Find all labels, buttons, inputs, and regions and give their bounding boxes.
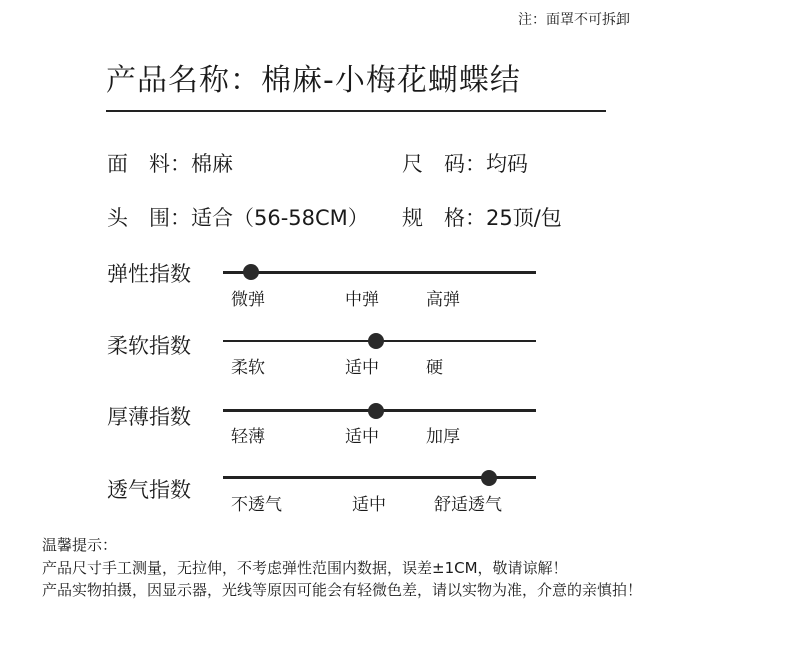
tick-label: 微弹 <box>231 290 265 310</box>
title-underline <box>106 110 606 112</box>
tick-label: 柔软 <box>231 358 265 378</box>
index-label: 厚薄指数 <box>107 405 191 429</box>
tick-label: 舒适透气 <box>434 495 502 515</box>
tick-label: 中弹 <box>345 290 379 310</box>
tick-label: 适中 <box>345 427 379 447</box>
index-bar <box>223 271 536 274</box>
index-knob <box>243 264 259 280</box>
tick-label: 适中 <box>345 358 379 378</box>
index-label: 弹性指数 <box>107 262 191 286</box>
tips-line-1: 产品尺寸手工测量，无拉伸，不考虑弹性范围内数据，误差±1CM，敬请谅解！ <box>42 559 568 577</box>
index-label: 柔软指数 <box>107 334 191 358</box>
index-knob <box>368 333 384 349</box>
index-knob <box>368 403 384 419</box>
tick-label: 加厚 <box>426 427 460 447</box>
tick-label: 轻薄 <box>231 427 265 447</box>
tick-label: 高弹 <box>426 290 460 310</box>
tick-label: 适中 <box>352 495 386 515</box>
field-spec: 规 格：25顶/包 <box>402 206 562 230</box>
field-head-circumference: 头 围：适合（56-58CM） <box>107 206 369 230</box>
tick-label: 不透气 <box>231 495 282 515</box>
index-label: 透气指数 <box>107 478 191 502</box>
index-knob <box>481 470 497 486</box>
product-title: 产品名称：棉麻-小梅花蝴蝶结 <box>106 63 521 98</box>
field-size: 尺 码：均码 <box>402 152 528 176</box>
tips-line-2: 产品实物拍摄，因显示器，光线等原因可能会有轻微色差，请以实物为准，介意的亲慎拍！ <box>42 581 643 599</box>
note-text: 注：面罩不可拆卸 <box>518 12 630 28</box>
field-fabric: 面 料：棉麻 <box>107 152 233 176</box>
tips-title: 温馨提示： <box>42 536 118 554</box>
tick-label: 硬 <box>426 358 443 378</box>
